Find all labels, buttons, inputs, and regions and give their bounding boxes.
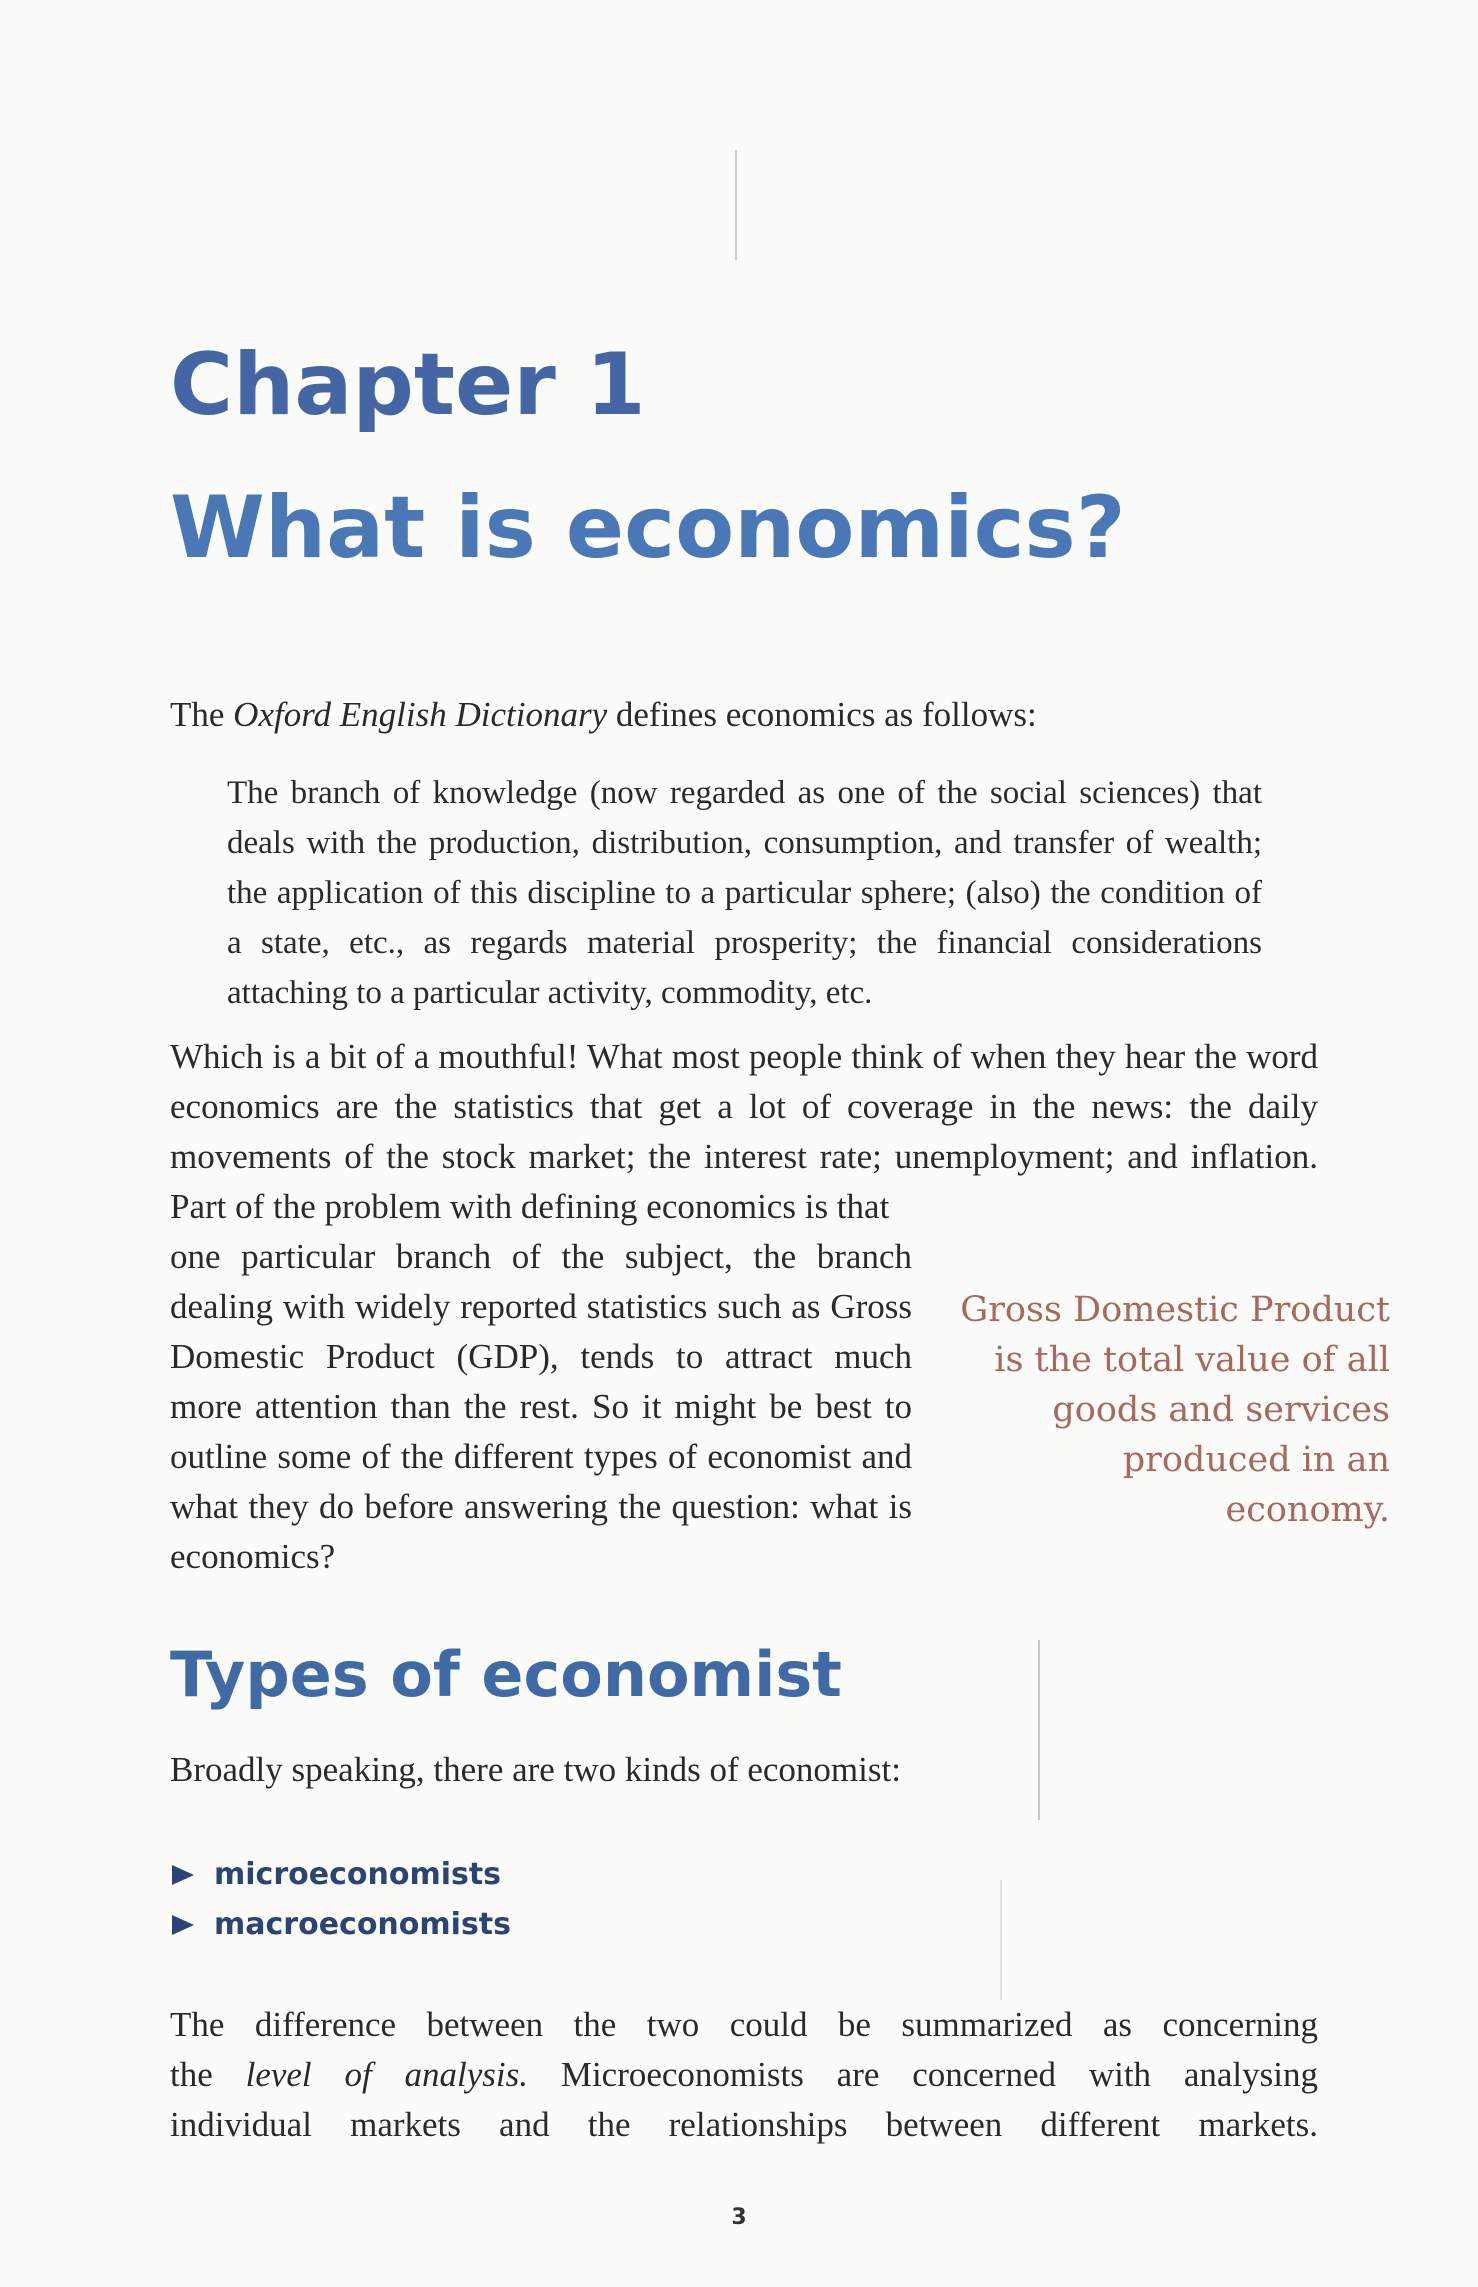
- intro-sentence: [170, 690, 1037, 740]
- paragraph-3-line-1: The difference between the two could be summarized as concerning: [170, 2005, 1318, 2044]
- gdp-sidenote: Gross Domestic Product is the total value of all goods and services produced in an economy.: [960, 1290, 1390, 1530]
- page-number: 3: [731, 2205, 747, 2230]
- section-intro: Broadly speaking, there are two kinds of economist:: [170, 1750, 901, 1789]
- line2-before: the: [170, 2055, 246, 2094]
- list-item-label: macroeconomists: [214, 1907, 511, 1942]
- paragraph-3-line-3: individual markets and the relationships between different markets.: [170, 2105, 1318, 2144]
- triangle-bullet-icon: [172, 1915, 194, 1935]
- scan-mark: [735, 150, 737, 260]
- line2-after: Microeconomists are concerned with analysing: [528, 2055, 1318, 2094]
- chapter-label: Chapter 1: [170, 335, 646, 435]
- list-item: [172, 1850, 511, 1900]
- level-of-analysis: level of analysis.: [245, 2055, 528, 2094]
- intro-text-before: The: [170, 695, 234, 734]
- economist-types-list: [172, 1850, 511, 1950]
- triangle-bullet-icon: [172, 1865, 194, 1885]
- chapter-title: What is economics?: [170, 478, 1126, 578]
- scan-mark: [1000, 1880, 1002, 2000]
- paragraph-3-line-2: [170, 2050, 1318, 2100]
- section-heading: Types of economist: [170, 1638, 842, 1711]
- paragraph-3: [170, 2000, 1318, 2150]
- list-item: [172, 1900, 511, 1950]
- list-item-label: microeconomists: [214, 1857, 502, 1892]
- paragraph-2: one particular branch of the subject, the branch dealing with widely reported statistics such as Gross Domestic Product (GDP), tends to attract much more attention than the rest. So it might be best to outline some of the different types of economist and what they do before answering the question: what is economics?: [170, 1237, 912, 1576]
- dictionary-title: Oxford English Dictionary: [233, 695, 608, 734]
- paragraph-1: Which is a bit of a mouthful! What most people think of when they hear the word economics are the statistics that get a lot of coverage in the news: the daily movements of the stock market; the interest rate; unemployment; and inflation. Part of the problem with defining economics is that: [170, 1037, 1318, 1226]
- dictionary-quote: The branch of knowledge (now regarded as one of the social sciences) that deals with the production, distribution, consumption, and transfer of wealth; the application of this discipline to a particular sphere; (also) the condition of a state, etc., as regards material prosperity; the financial considerations attaching to a particular activity, commodity, etc.: [227, 775, 1262, 1011]
- scan-mark: [1038, 1640, 1040, 1820]
- intro-text-after: defines economics as follows:: [607, 695, 1037, 734]
